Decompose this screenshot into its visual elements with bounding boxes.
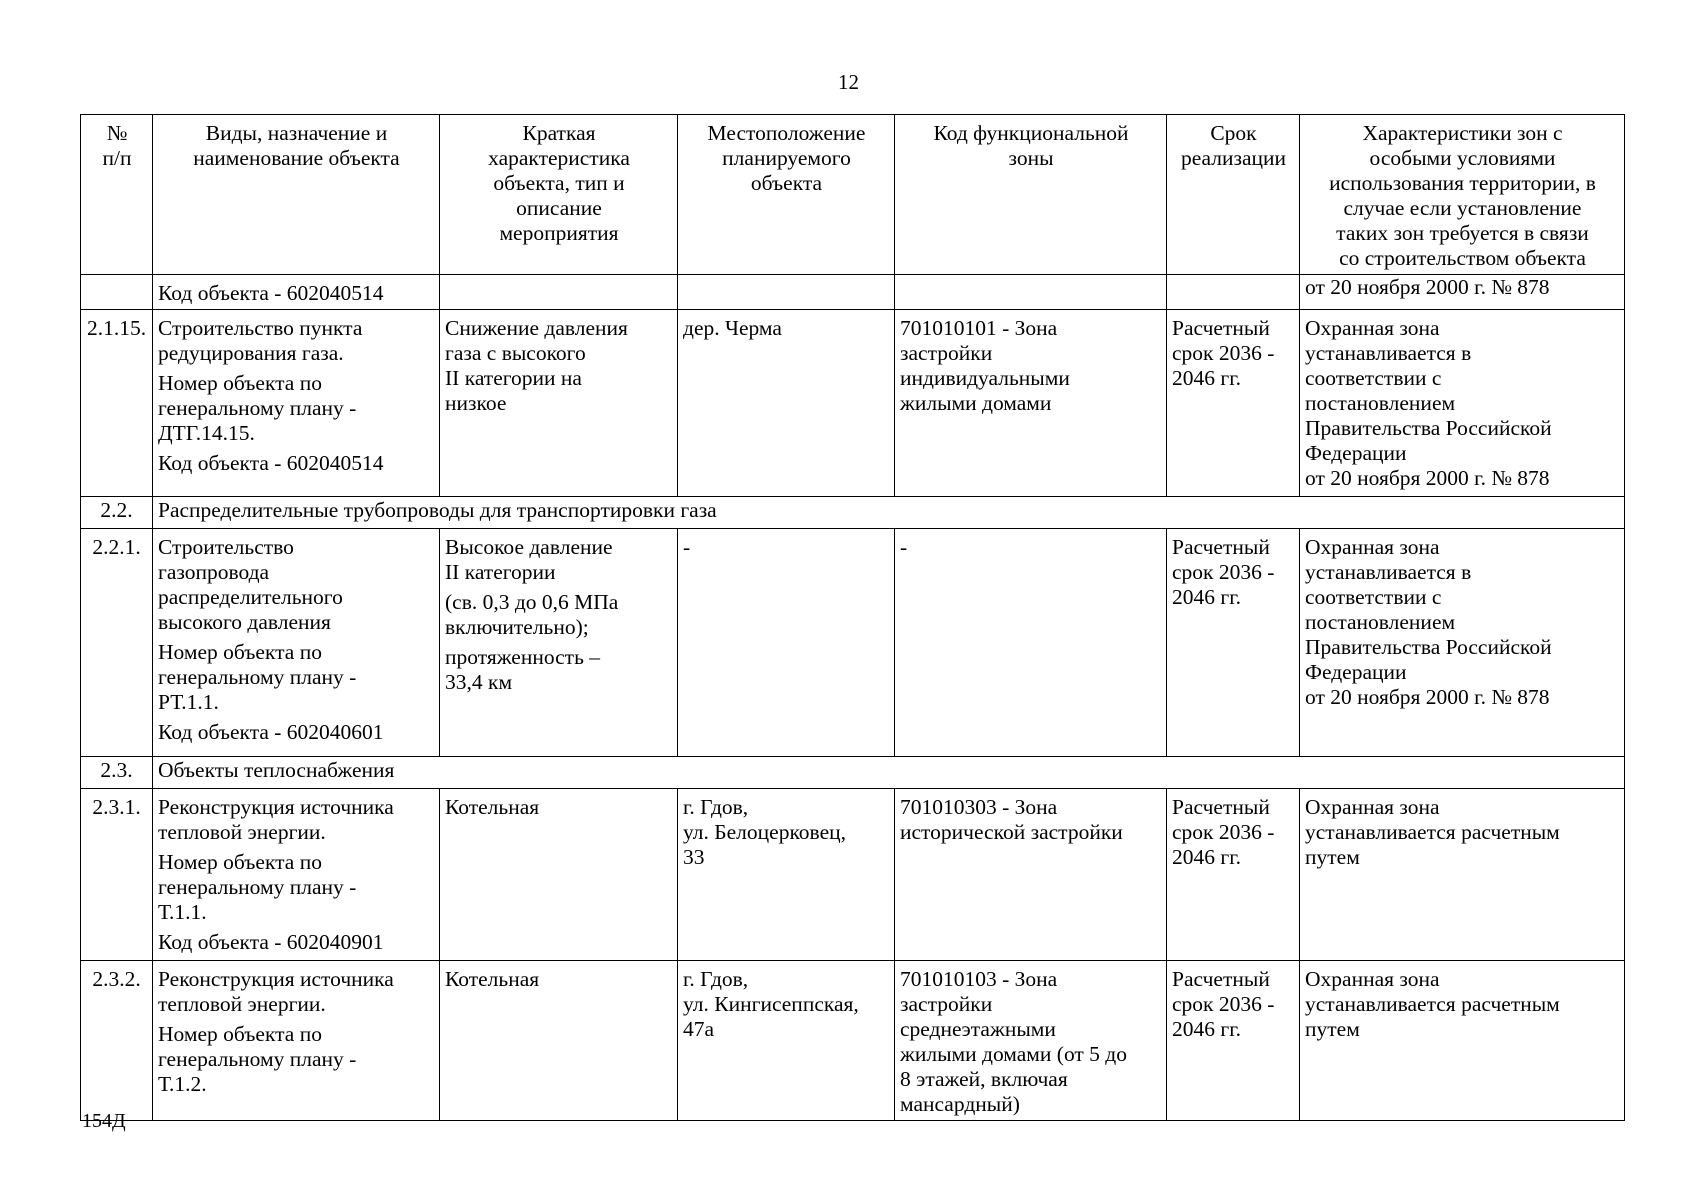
cell-special-zones xyxy=(1300,310,1625,497)
text-line: среднеэтажными xyxy=(900,1017,1056,1041)
text-line: Номер объекта по xyxy=(158,1022,322,1046)
cell-characteristic xyxy=(440,310,678,497)
text-block xyxy=(158,967,435,1017)
text-line: срок 2036 - xyxy=(1172,820,1275,844)
text-line: Код объекта - 602040601 xyxy=(158,720,384,744)
text-line: Охранная зона xyxy=(1305,967,1440,991)
text-line: Расчетный xyxy=(1172,535,1270,559)
header-special-zones xyxy=(1300,115,1625,275)
table-row xyxy=(81,961,1625,1121)
text-block xyxy=(900,316,1162,416)
text-line: Т.1.1. xyxy=(158,900,207,924)
text-line: г. Гдов, xyxy=(683,795,749,819)
header-text-line: наименование объекта xyxy=(193,146,400,170)
cell-functional-zone xyxy=(895,529,1167,757)
text-line: тепловой энергии. xyxy=(158,820,326,844)
cell-term xyxy=(1167,275,1300,310)
text-block xyxy=(683,795,890,870)
text-line: срок 2036 - xyxy=(1172,560,1275,584)
section-row xyxy=(81,757,1625,789)
text-block xyxy=(1305,535,1620,710)
text-line: Котельная xyxy=(445,795,540,819)
section-title: Распределительные трубопроводы для транспортировки газа xyxy=(153,497,1625,529)
text-line: исторической застройки xyxy=(900,820,1123,844)
text-line: 8 этажей, включая xyxy=(900,1067,1068,1091)
text-line: Правительства Российской xyxy=(1305,635,1552,659)
planned-objects-table xyxy=(80,114,1625,1121)
header-number xyxy=(81,115,153,275)
text-line: Правительства Российской xyxy=(1305,416,1552,440)
text-line: соответствии с xyxy=(1305,585,1442,609)
cell-characteristic xyxy=(440,275,678,310)
text-line: Федерации xyxy=(1305,660,1407,684)
header-text-line: № xyxy=(106,121,128,145)
text-line: 33,4 км xyxy=(445,670,513,694)
text-line: Т.1.2. xyxy=(158,1072,207,1096)
text-line: Строительство пункта xyxy=(158,316,363,340)
header-text-line: Характеристики зон с xyxy=(1362,121,1563,145)
text-line: высокого давления xyxy=(158,610,331,634)
text-block xyxy=(900,795,1162,845)
text-line: редуцирования газа. xyxy=(158,341,344,365)
text-block xyxy=(158,850,435,925)
text-line: РТ.1.1. xyxy=(158,690,219,714)
cell-term xyxy=(1167,961,1300,1121)
page-number: 12 xyxy=(838,70,859,94)
header-text-line: случае если установление xyxy=(1343,196,1582,220)
header-characteristic xyxy=(440,115,678,275)
text-block xyxy=(158,535,435,635)
continuation-row xyxy=(81,275,1625,310)
header-text-line: планируемого xyxy=(722,146,851,170)
header-text-line: Срок xyxy=(1210,121,1257,145)
text-line: низкое xyxy=(445,391,507,415)
cell-characteristic xyxy=(440,529,678,757)
cell-location xyxy=(678,529,895,757)
text-line: (св. 0,3 до 0,6 МПа xyxy=(445,590,619,614)
table-row xyxy=(81,529,1625,757)
table-row xyxy=(81,789,1625,961)
header-text-line: характеристика xyxy=(488,146,630,170)
cell-number: 2.3.1. xyxy=(81,789,153,961)
text-line: дер. Черма xyxy=(683,316,782,340)
text-line: 701010103 - Зона xyxy=(900,967,1058,991)
text-line: II категории xyxy=(445,560,556,584)
header-text-line: особыми условиями xyxy=(1369,146,1556,170)
text-line: срок 2036 - xyxy=(1172,992,1275,1016)
header-text-line: описание xyxy=(516,196,602,220)
text-line: Расчетный xyxy=(1172,967,1270,991)
cell-special-zones xyxy=(1300,961,1625,1121)
text-line: Номер объекта по xyxy=(158,850,322,874)
cell-number: 2.2.1. xyxy=(81,529,153,757)
text-line: устанавливается в xyxy=(1305,560,1472,584)
text-line: распределительного xyxy=(158,585,343,609)
cell-object-name xyxy=(153,789,440,961)
text-block xyxy=(158,371,435,446)
text-line: застройки xyxy=(900,341,993,365)
header-text-line: объекта xyxy=(750,171,823,195)
cell-special-zones xyxy=(1300,529,1625,757)
text-line: 701010303 - Зона xyxy=(900,795,1058,819)
header-location xyxy=(678,115,895,275)
text-block xyxy=(158,1022,435,1097)
text-block xyxy=(1172,316,1295,391)
text-block xyxy=(1305,316,1620,491)
header-term xyxy=(1167,115,1300,275)
text-block xyxy=(1172,967,1295,1042)
header-text-line: Код функциональной xyxy=(933,121,1129,145)
text-line: газопровода xyxy=(158,560,270,584)
cell-object-name xyxy=(153,529,440,757)
text-block xyxy=(445,795,673,820)
text-line: тепловой энергии. xyxy=(158,992,326,1016)
cell-functional-zone xyxy=(895,961,1167,1121)
text-line: Федерации xyxy=(1305,441,1407,465)
header-text-line: объекта, тип и xyxy=(493,171,625,195)
text-line: генеральному плану - xyxy=(158,1047,357,1071)
text-block xyxy=(1305,795,1620,870)
header-text-line: таких зон требуется в связи xyxy=(1336,221,1589,245)
header-text-line: использования территории, в xyxy=(1329,171,1596,195)
section-number: 2.3. xyxy=(81,757,153,789)
table-row xyxy=(81,310,1625,497)
text-line: Котельная xyxy=(445,967,540,991)
text-line: от 20 ноября 2000 г. № 878 xyxy=(1305,685,1550,709)
text-block xyxy=(158,316,435,366)
text-block xyxy=(445,590,673,640)
header-text-line: п/п xyxy=(102,146,132,170)
text-line: Расчетный xyxy=(1172,795,1270,819)
object-code: Код объекта - 602040514 xyxy=(158,281,384,305)
text-line: ул. Кингисеппская, xyxy=(683,992,859,1016)
text-line: генеральному плану - xyxy=(158,665,357,689)
text-block xyxy=(1172,535,1295,610)
cell-characteristic xyxy=(440,961,678,1121)
text-line: срок 2036 - xyxy=(1172,341,1275,365)
cell-location xyxy=(678,961,895,1121)
text-line: генеральному плану - xyxy=(158,396,357,420)
cell-functional-zone xyxy=(895,789,1167,961)
text-line: 33 xyxy=(683,845,705,869)
header-text-line: мероприятия xyxy=(499,221,619,245)
cell-object-name xyxy=(153,310,440,497)
text-line: - xyxy=(900,535,908,559)
header-text-line: реализации xyxy=(1180,146,1287,170)
text-line: 701010101 - Зона xyxy=(900,316,1058,340)
text-line: 2046 гг. xyxy=(1172,366,1241,390)
text-line: 2046 гг. xyxy=(1172,845,1241,869)
text-line: индивидуальными xyxy=(900,366,1070,390)
text-block xyxy=(1172,795,1295,870)
text-line: Снижение давления xyxy=(445,316,628,340)
text-line: Строительство xyxy=(158,535,294,559)
cell-number xyxy=(81,275,153,310)
text-line: жилыми домами (от 5 до xyxy=(900,1042,1127,1066)
text-line: Номер объекта по xyxy=(158,371,322,395)
text-line: газа с высокого xyxy=(445,341,586,365)
header-text-line: со строительством объекта xyxy=(1339,246,1586,270)
header-text-line: Краткая xyxy=(522,121,596,145)
text-block xyxy=(900,967,1162,1117)
text-line: жилыми домами xyxy=(900,391,1052,415)
cell-number: 2.1.15. xyxy=(81,310,153,497)
text-line: генеральному плану - xyxy=(158,875,357,899)
text-line: Расчетный xyxy=(1172,316,1270,340)
text-line: Высокое давление xyxy=(445,535,613,559)
cell-location xyxy=(678,310,895,497)
cell-functional-zone xyxy=(895,310,1167,497)
header-functional-zone xyxy=(895,115,1167,275)
text-block xyxy=(158,795,435,845)
header-row xyxy=(81,115,1625,275)
text-line: 2046 гг. xyxy=(1172,585,1241,609)
cell-characteristic xyxy=(440,789,678,961)
text-line: путем xyxy=(1305,1017,1360,1041)
header-text-line: Виды, назначение и xyxy=(205,121,388,145)
cell-term xyxy=(1167,789,1300,961)
text-line: Номер объекта по xyxy=(158,640,322,664)
text-line: от 20 ноября 2000 г. № 878 xyxy=(1305,466,1550,490)
text-block xyxy=(445,316,673,416)
text-block xyxy=(158,640,435,715)
text-block xyxy=(683,316,890,341)
text-block xyxy=(445,645,673,695)
text-line: протяженность – xyxy=(445,645,601,669)
text-line: Реконструкция источника xyxy=(158,967,394,991)
section-number: 2.2. xyxy=(81,497,153,529)
text-block xyxy=(900,535,1162,560)
text-line: 2046 гг. xyxy=(1172,1017,1241,1041)
header-text-line: зоны xyxy=(1008,146,1054,170)
text-line: устанавливается расчетным xyxy=(1305,992,1560,1016)
text-block xyxy=(158,930,435,955)
text-block xyxy=(158,451,435,476)
text-line: 47а xyxy=(683,1017,715,1041)
text-line: застройки xyxy=(900,992,993,1016)
cell-functional-zone xyxy=(895,275,1167,310)
zones-text: от 20 ноября 2000 г. № 878 xyxy=(1305,275,1550,299)
text-line: постановлением xyxy=(1305,610,1456,634)
text-line: Реконструкция источника xyxy=(158,795,394,819)
cell-location xyxy=(678,789,895,961)
text-block xyxy=(445,967,673,992)
text-line: Охранная зона xyxy=(1305,795,1440,819)
text-line: II категории на xyxy=(445,366,582,390)
text-line: Охранная зона xyxy=(1305,316,1440,340)
text-line: соответствии с xyxy=(1305,366,1442,390)
text-line: Код объекта - 602040514 xyxy=(158,451,384,475)
text-line: г. Гдов, xyxy=(683,967,749,991)
header-object-name xyxy=(153,115,440,275)
cell-location xyxy=(678,275,895,310)
text-block xyxy=(445,535,673,585)
text-line: постановлением xyxy=(1305,391,1456,415)
section-row xyxy=(81,497,1625,529)
text-block xyxy=(683,535,890,560)
text-line: ул. Белоцерковец, xyxy=(683,820,847,844)
text-line: ДТГ.14.15. xyxy=(158,421,255,445)
text-line: мансардный) xyxy=(900,1092,1020,1116)
text-block xyxy=(683,967,890,1042)
cell-object-name xyxy=(153,961,440,1121)
text-block xyxy=(1305,967,1620,1042)
header-text-line: Местоположение xyxy=(707,121,866,145)
text-line: Код объекта - 602040901 xyxy=(158,930,384,954)
text-line: - xyxy=(683,535,691,559)
cell-special-zones xyxy=(1300,789,1625,961)
cell-object-name xyxy=(153,275,440,310)
document-code: 154Д xyxy=(82,1110,126,1132)
text-line: путем xyxy=(1305,845,1360,869)
section-title: Объекты теплоснабжения xyxy=(153,757,1625,789)
cell-term xyxy=(1167,529,1300,757)
text-line: устанавливается расчетным xyxy=(1305,820,1560,844)
cell-special-zones xyxy=(1300,275,1625,310)
text-block xyxy=(158,720,435,745)
cell-term xyxy=(1167,310,1300,497)
text-line: устанавливается в xyxy=(1305,341,1472,365)
text-line: Охранная зона xyxy=(1305,535,1440,559)
cell-number: 2.3.2. xyxy=(81,961,153,1121)
text-line: включительно); xyxy=(445,615,589,639)
